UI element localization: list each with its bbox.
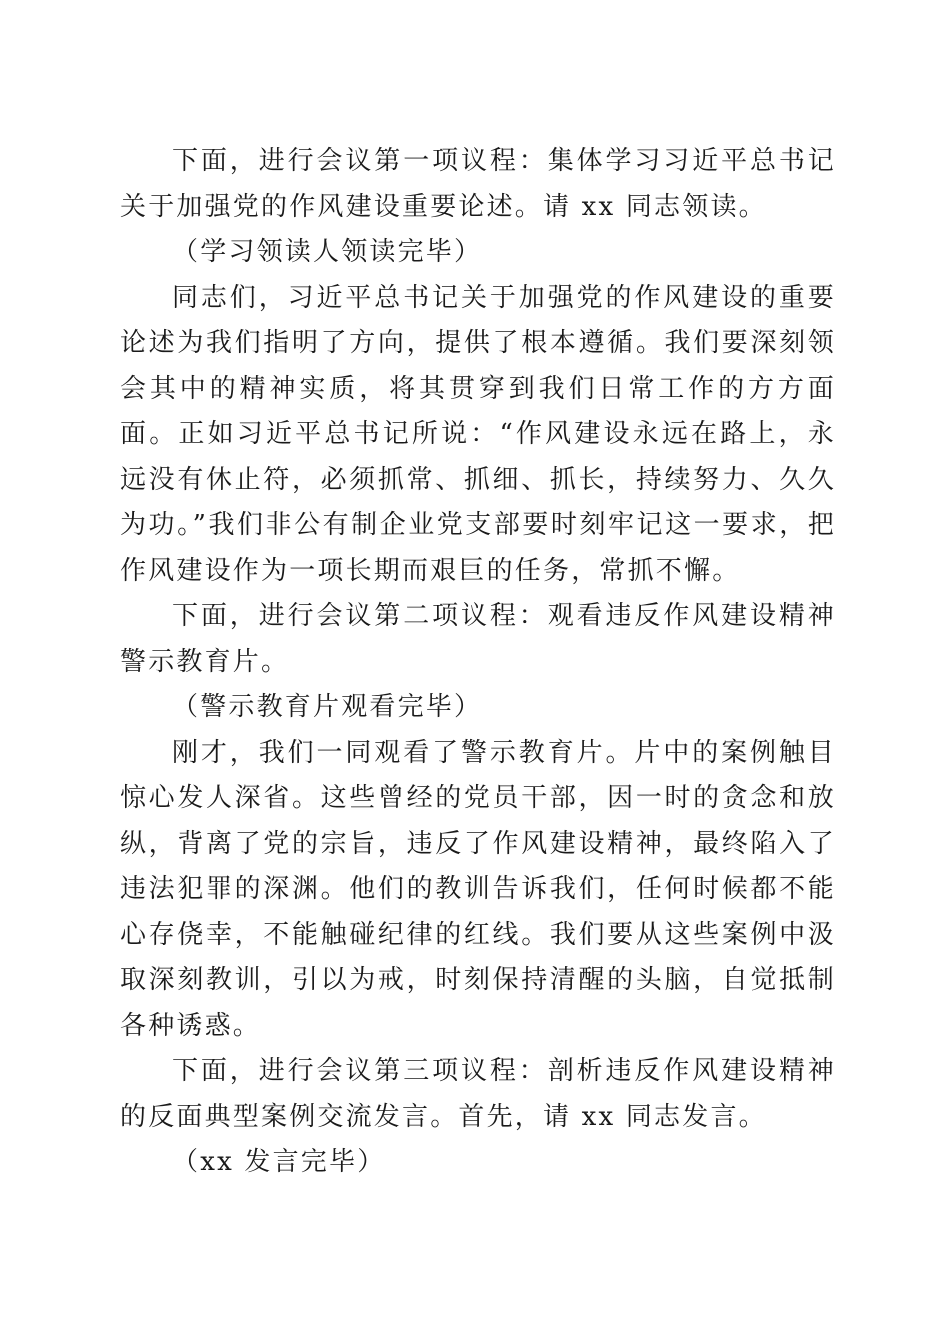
note-video-complete: （警示教育片观看完毕） [172, 692, 483, 722]
document-body [120, 139, 836, 1186]
paragraph-agenda-item-2: 下面，进行会议第二项议程：观看违反作风建设精神警示教育片。 [120, 601, 836, 677]
note-reading-complete: （学习领读人领读完毕） [172, 237, 483, 267]
paragraph-agenda-item-1: 下面，进行会议第一项议程：集体学习习近平总书记关于加强党的作风建设重要论述。请 xx 同志领读。 [120, 146, 836, 222]
paragraph-study-summary: 同志们，习近平总书记关于加强党的作风建设的重要论述为我们指明了方向，提供了根本遵循。我们要深刻领会其中的精神实质，将其贯穿到我们日常工作的方方面面。正如习近平总书记所说：“作风建设永远在路上，永远没有休止符，必须抓常、抓细、抓长，持续努力、久久为功。”我们非公有制企业党支部要时刻牢记这一要求，把作风建设作为一项长期而艰巨的任务，常抓不懈。 [120, 282, 836, 586]
paragraph-agenda-item-3: 下面，进行会议第三项议程：剖析违反作风建设精神的反面典型案例交流发言。首先，请 xx 同志发言。 [120, 1056, 836, 1132]
paragraph-video-reflection: 刚才，我们一同观看了警示教育片。片中的案例触目惊心发人深省。这些曾经的党员干部，因一时的贪念和放纵，背离了党的宗旨，违反了作风建设精神，最终陷入了违法犯罪的深渊。他们的教训告诉我们，任何时候都不能心存侥幸，不能触碰纪律的红线。我们要从这些案例中汲取深刻教训，引以为戒，时刻保持清醒的头脑，自觉抵制各种诱惑。 [120, 737, 836, 1041]
note-speech-complete: （xx 发言完毕） [172, 1147, 386, 1177]
